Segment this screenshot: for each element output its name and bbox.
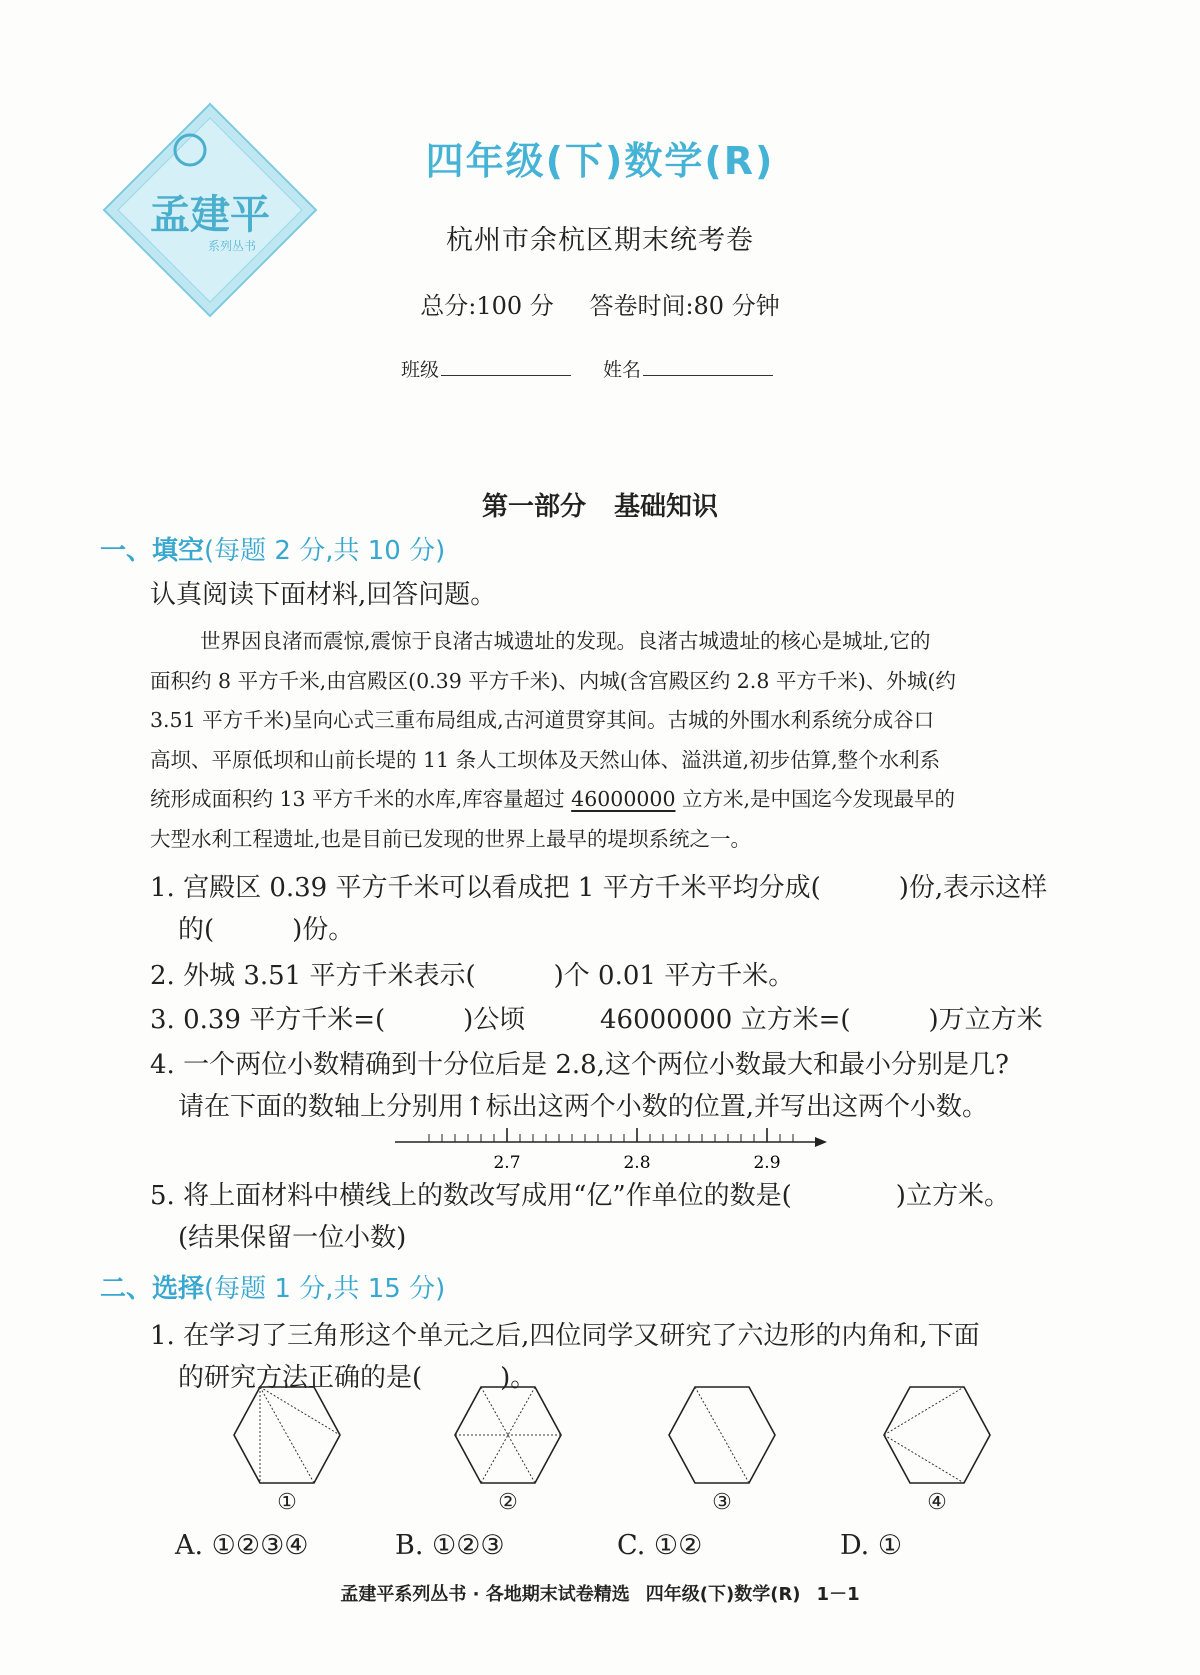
passage-line: 3.51 平方千米)呈向心式三重布局组成,古河道贯穿其间。古城的外围水利系统分成谷口 (150, 708, 935, 732)
question-3-part-b: 46000000 立方米=( )万立方米 (600, 1005, 1043, 1035)
axis-tick-label: 2.7 (493, 1153, 521, 1173)
footer-page: 1－1 (816, 1584, 860, 1605)
exam-subtitle: 杭州市余杭区期末统考卷 (446, 225, 754, 256)
part-name: 基础知识 (614, 492, 719, 522)
page-title: 四年级(下)数学(R) (425, 139, 775, 183)
class-field[interactable] (441, 357, 571, 376)
section-2-number: 二、选择 (100, 1274, 205, 1304)
question-1-line-2: 的( )份。 (178, 915, 355, 945)
part-heading (0, 486, 1200, 523)
passage-text: 统形成面积约 13 平方千米的水库,库容量超过 (150, 787, 572, 811)
name-label: 姓名 (603, 359, 642, 381)
section-2-heading (100, 1268, 445, 1305)
passage-line: 世界因良渚而震惊,震惊于良渚古城遗址的发现。良渚古城遗址的核心是城址,它的 (200, 629, 931, 653)
section-1-heading (100, 530, 445, 567)
passage-line (150, 780, 1130, 820)
figure-label: ④ (927, 1490, 947, 1515)
choice-1-line-1: 1. 在学习了三角形这个单元之后,四位同学又研究了六边形的内角和,下面 (150, 1321, 980, 1351)
page-footer (0, 1580, 1200, 1606)
exam-time: 答卷时间:80 分钟 (589, 292, 780, 320)
option-d[interactable]: D. ① (840, 1530, 903, 1561)
question-1-line-1: 1. 宫殿区 0.39 平方千米可以看成把 1 平方千米平均分成( )份,表示这样 (150, 873, 1048, 903)
question-4-line-1: 4. 一个两位小数精确到十分位后是 2.8,这个两位小数最大和最小分别是几? (150, 1050, 1009, 1080)
hexagon-figure-3 (667, 1385, 777, 1485)
footer-grade: 四年级(下)数学(R) (645, 1584, 801, 1605)
question-2: 2. 外城 3.51 平方千米表示( )个 0.01 平方千米。 (150, 961, 795, 991)
footer-series: 孟建平系列丛书 · 各地期末试卷精选 (340, 1584, 630, 1605)
axis-tick-label: 2.8 (623, 1153, 651, 1173)
underlined-number: 46000000 (571, 787, 676, 811)
section-1-number: 一、填空 (100, 536, 205, 566)
question-5-line-1: 5. 将上面材料中横线上的数改写成用“亿”作单位的数是( )立方米。 (150, 1181, 1010, 1211)
logo-text: 孟建平 (150, 192, 270, 238)
figure-label: ① (277, 1490, 297, 1515)
class-label: 班级 (400, 359, 439, 381)
section-2-score: (每题 1 分,共 15 分) (204, 1274, 446, 1304)
axis-tick-label: 2.9 (753, 1153, 781, 1173)
passage-text: 立方米,是中国迄今发现最早的 (675, 787, 956, 811)
hexagon-figure-2 (453, 1385, 563, 1485)
axis-ticks (429, 1128, 793, 1142)
total-score: 总分:100 分 (420, 292, 554, 320)
figure-label: ③ (712, 1490, 732, 1515)
question-4-line-2: 请在下面的数轴上分别用↑标出这两个小数的位置,并写出这两个小数。 (178, 1092, 989, 1122)
intro-line: 认真阅读下面材料,回答问题。 (150, 580, 497, 610)
axis-arrow (815, 1137, 827, 1147)
passage-line: 面积约 8 平方千米,由宫殿区(0.39 平方千米)、内城(含宫殿区约 2.8 平方千米)、外城(约 (150, 668, 956, 693)
option-c[interactable]: C. ①② (617, 1530, 703, 1561)
passage-line: 大型水利工程遗址,也是目前已发现的世界上最早的堤坝系统之一。 (150, 826, 752, 851)
hexagon-figure-1 (232, 1385, 342, 1485)
section-1-score: (每题 2 分,共 10 分) (204, 536, 446, 566)
reading-passage (150, 622, 1130, 859)
name-field[interactable] (643, 357, 773, 376)
part-number: 第一部分 (481, 492, 586, 522)
choice-1-line-2: 的研究方法正确的是( )。 (178, 1363, 537, 1393)
passage-line: 高坝、平原低坝和山前长堤的 11 条人工坝体及天然山体、溢洪道,初步估算,整个水利系 (150, 747, 941, 772)
option-a[interactable]: A. ①②③④ (175, 1530, 309, 1561)
student-info (0, 355, 1200, 382)
hexagon-figure-4 (882, 1385, 992, 1485)
question-3-part-a: 3. 0.39 平方千米=( )公顷 (150, 1005, 526, 1035)
exam-meta (0, 286, 1200, 321)
figure-label: ② (498, 1490, 518, 1515)
question-5-line-2: (结果保留一位小数) (178, 1223, 407, 1253)
number-line (395, 1118, 835, 1178)
logo-subtext: 系列丛书 (207, 239, 257, 253)
option-b[interactable]: B. ①②③ (395, 1530, 505, 1561)
